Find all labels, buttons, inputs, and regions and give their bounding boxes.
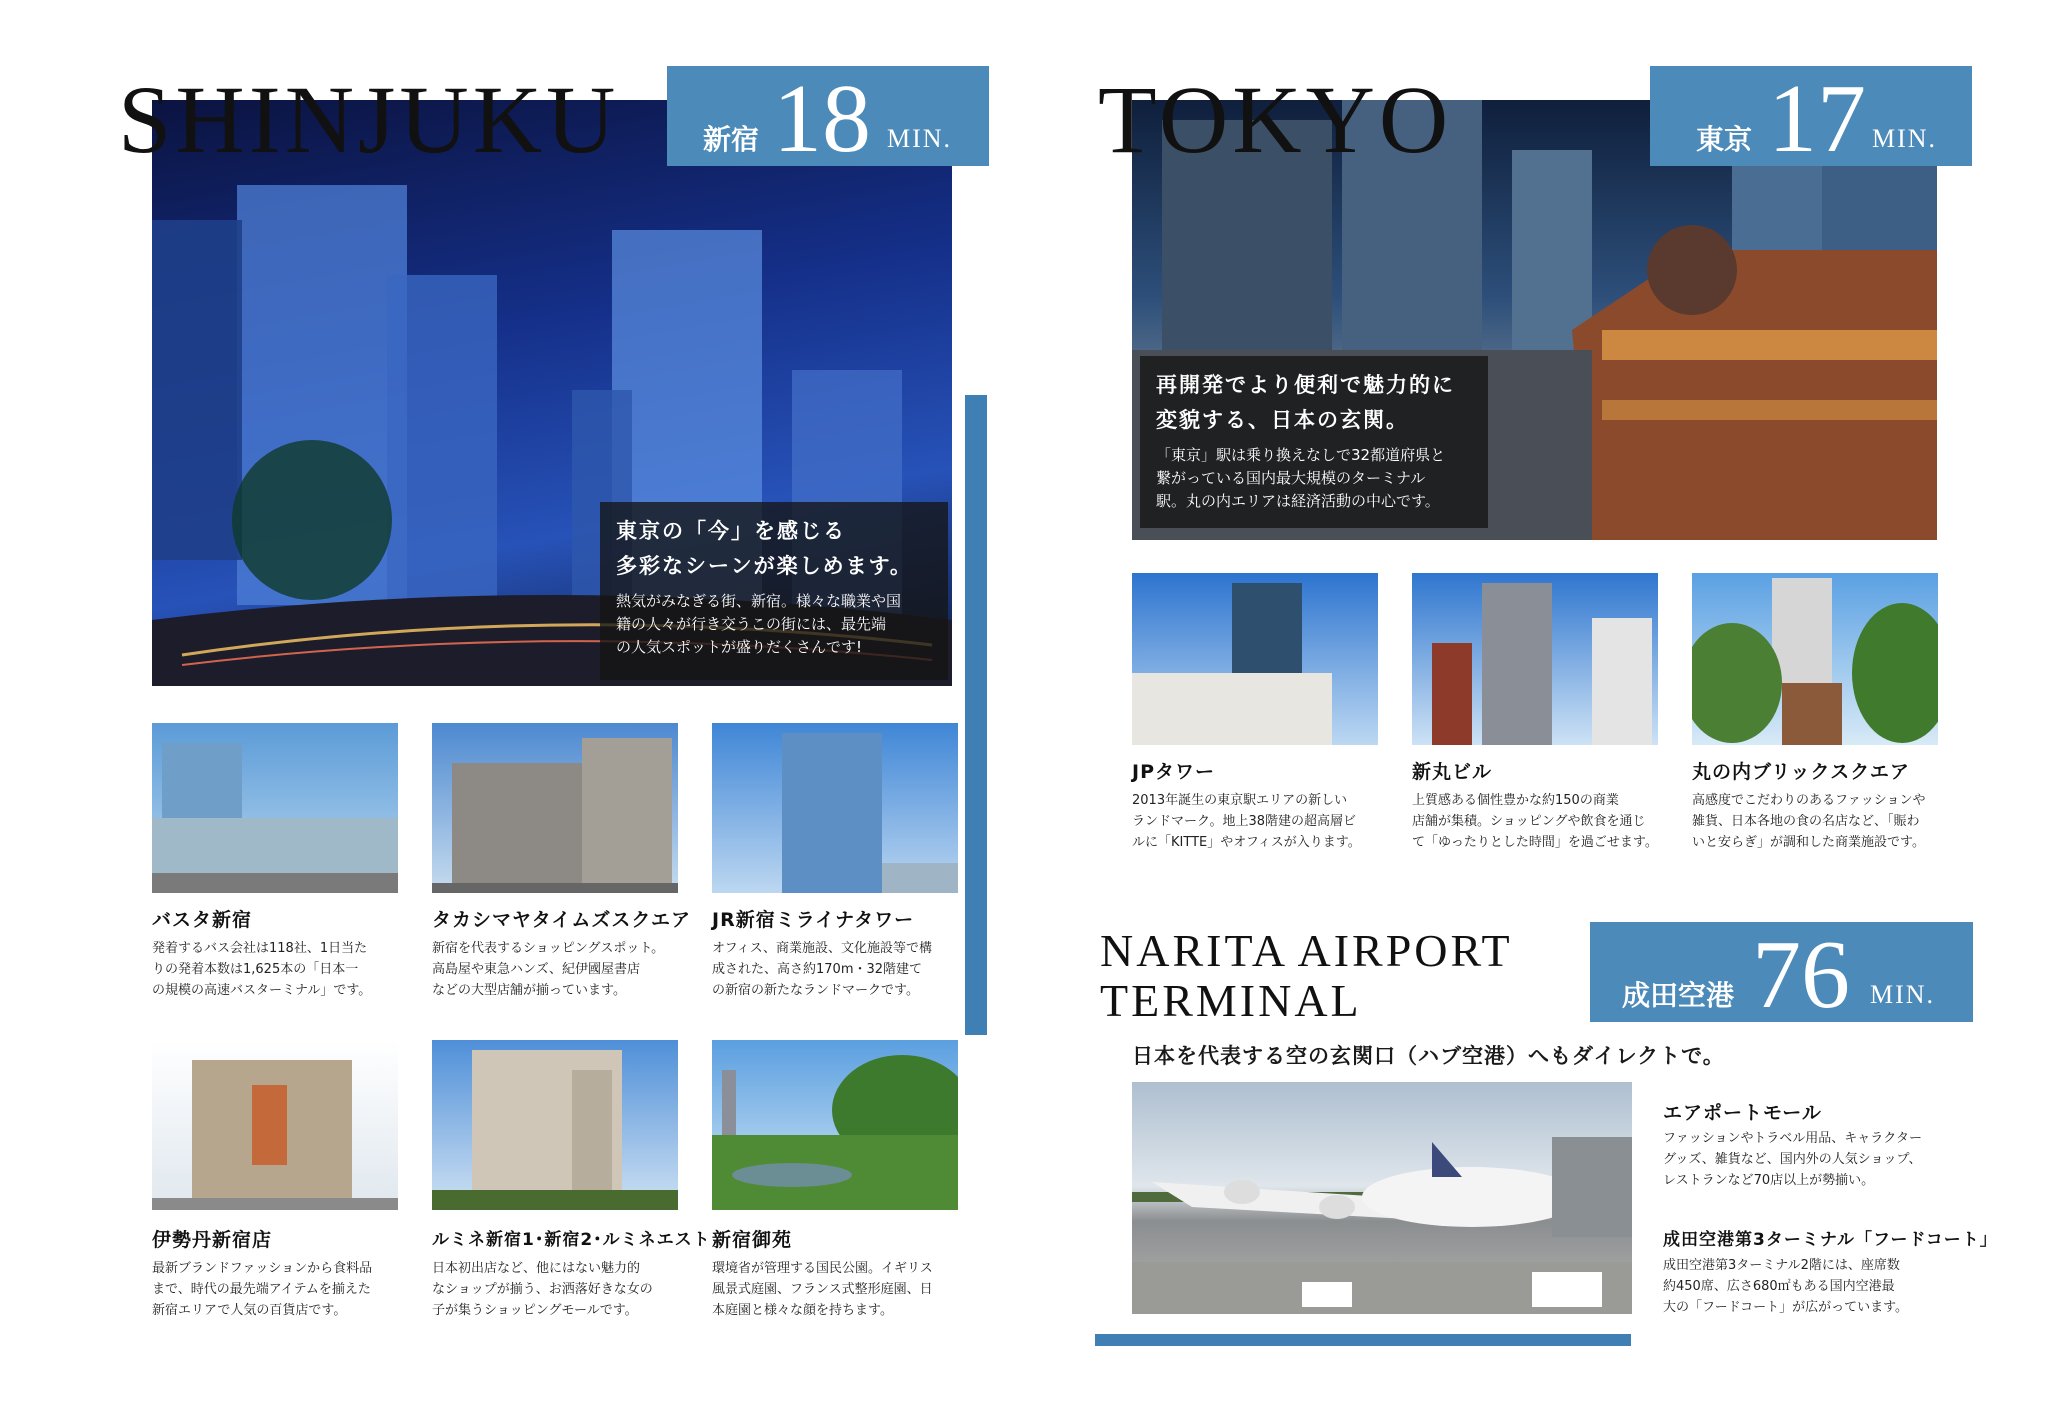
card-title-basta: バスタ新宿 <box>152 909 253 931</box>
narita-item-body-food-court: 成田空港第3ターミナル2階には、座席数 約450席、広さ680㎡もある国内空港最 大の「フードコート」が広がっています。 <box>1663 1258 1909 1315</box>
isetan-photo <box>152 1040 398 1210</box>
shinjuku-vertical-accent-bar <box>965 395 987 1035</box>
basta-shinjuku-photo <box>152 723 398 893</box>
card-title-jp-tower: JPタワー <box>1132 761 1215 783</box>
takashimaya-photo <box>432 723 678 893</box>
narita-title-line-1: NARITA AIRPORT <box>1100 925 1513 976</box>
narita-item-body-airport-mall: ファッションやトラベル用品、キャラクター グッズ、雑貨など、国内外の人気ショップ、 レストランなど70店以上が勢揃い。 <box>1663 1131 1922 1188</box>
narita-item-title-food-court: 成田空港第3ターミナル「フードコート」 <box>1663 1230 1998 1250</box>
shinjuku-station-label: 新宿 <box>703 123 760 156</box>
shinjuku-overlay-title-2: 多彩なシーンが楽しめます。 <box>616 554 913 578</box>
shinjuku-minutes-badge <box>667 65 989 173</box>
narita-horizontal-accent-bar <box>1095 1334 1631 1346</box>
narita-minutes-badge <box>1590 921 1973 1029</box>
shinjuku-overlay <box>600 502 948 680</box>
tokyo-minutes-badge <box>1650 65 1972 173</box>
card-title-takashimaya: タカシマヤタイムズスクエア <box>432 909 692 931</box>
card-body-shin-maru: 上質感ある個性豊かな約150の商業 店舗が集積。ショッピングや飲食を通じ て「ゆったりとした時間」を過ごせます。 <box>1412 793 1658 850</box>
narita-min-unit: MIN. <box>1870 980 1936 1009</box>
narita-minutes: 76 <box>1752 921 1850 1029</box>
card-body-brick-square: 高感度でこだわりのあるファッションや 雑貨、日本各地の食の名店など、「賑わ いと安らぎ」が調和した商業施設です。 <box>1692 793 1926 850</box>
tokyo-minutes: 17 <box>1768 65 1866 173</box>
narita-title-line-2: TERMINAL <box>1100 975 1362 1026</box>
narita-airplane-photo <box>1132 1082 1632 1314</box>
shinjuku-overlay-title-1: 東京の「今」を感じる <box>616 519 846 543</box>
shinjuku-min-unit: MIN. <box>887 124 953 153</box>
tokyo-overlay-title-2: 変貌する、日本の玄関。 <box>1156 408 1409 432</box>
narita-item-title-airport-mall: エアポートモール <box>1663 1102 1822 1124</box>
card-body-lumine: 日本初出店など、他にはない魅力的 なショップが揃う、お洒落好きな女の 子が集うショッピングモールです。 <box>432 1261 653 1318</box>
card-body-gyoen: 環境省が管理する国民公園。イギリス 風景式庭園、フランス式整形庭園、日 本庭園と様々な顔を持ちます。 <box>712 1261 933 1318</box>
card-title-shin-maru: 新丸ビル <box>1412 761 1493 783</box>
tokyo-station-label: 東京 <box>1696 123 1753 156</box>
brick-square-photo <box>1692 573 1938 745</box>
card-title-brick-square: 丸の内ブリックスクエア <box>1692 761 1910 783</box>
narita-tagline: 日本を代表する空の玄関口（ハブ空港）へもダイレクトで。 <box>1132 1044 1725 1068</box>
lumine-photo <box>432 1040 678 1210</box>
mirainatower-photo <box>712 723 958 893</box>
tokyo-overlay <box>1140 356 1488 528</box>
card-body-basta: 発着するバス会社は118社、1日当た りの発着本数は1,625本の「日本一 の規模の高速バスターミナル」です。 <box>152 941 372 998</box>
tokyo-overlay-title-1: 再開発でより便利で魅力的に <box>1156 373 1455 397</box>
tokyo-min-unit: MIN. <box>1872 124 1938 153</box>
card-title-mirainatower: JR新宿ミライナタワー <box>712 909 915 931</box>
card-body-isetan: 最新ブランドファッションから食料品 まで、時代の最先端アイテムを揃えた 新宿エリアで人気の百貨店です。 <box>152 1261 373 1318</box>
card-body-jp-tower: 2013年誕生の東京駅エリアの新しい ランドマーク。地上38階建の超高層ビ ルに「KITTE」やオフィスが入ります。 <box>1132 793 1361 850</box>
shinjuku-title: SHINJUKU <box>118 66 620 173</box>
shinjuku-minutes: 18 <box>773 65 871 173</box>
shinjuku-gyoen-photo <box>712 1040 958 1210</box>
tokyo-title: TOKYO <box>1098 66 1453 173</box>
narita-station-label: 成田空港 <box>1622 979 1735 1012</box>
card-title-lumine: ルミネ新宿1･新宿2･ルミネエスト <box>432 1230 711 1250</box>
shin-maru-building-photo <box>1412 573 1658 745</box>
tokyo-overlay-body: 「東京」駅は乗り換えなしで32都道府県と 繋がっている国内最大規模のターミナル 駅。丸の内エリアは経済活動の中心です。 <box>1156 446 1446 510</box>
card-body-takashimaya: 新宿を代表するショッピングスポット。 高島屋や東急ハンズ、紀伊國屋書店 などの大型店舗が揃っています。 <box>432 941 665 998</box>
card-title-gyoen: 新宿御苑 <box>712 1229 793 1251</box>
jp-tower-photo <box>1132 573 1378 745</box>
card-body-mirainatower: オフィス、商業施設、文化施設等で構 成された、高さ約170m・32階建て の新宿の新たなランドマークです。 <box>712 941 932 998</box>
shinjuku-overlay-body: 熱気がみなぎる街、新宿。様々な職業や国 籍の人々が行き交うこの街には、最先端 の人気スポットが盛りだくさんです! <box>616 592 902 656</box>
card-title-isetan: 伊勢丹新宿店 <box>152 1229 273 1251</box>
